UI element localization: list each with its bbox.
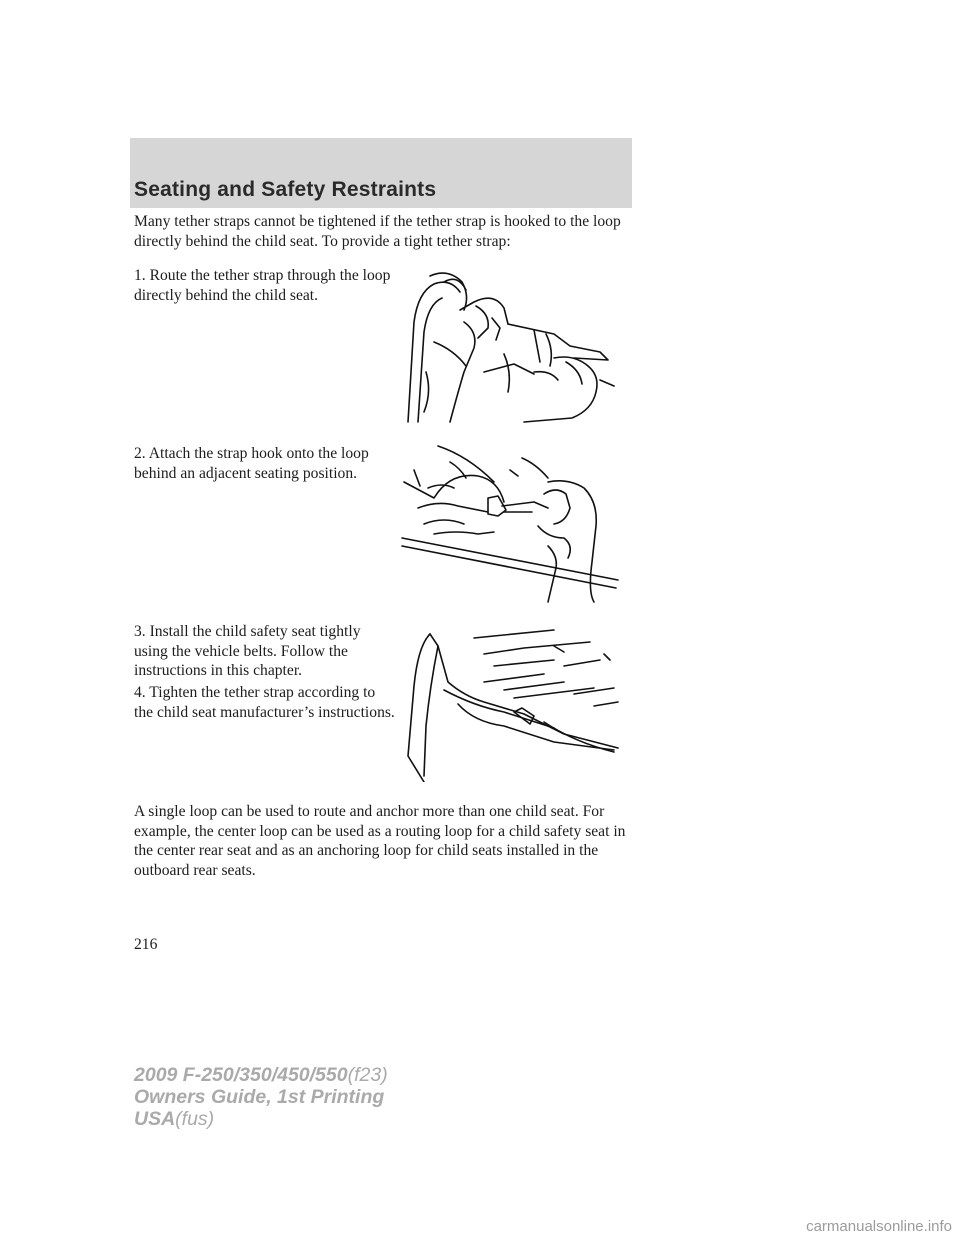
footer-market-code: (fus) xyxy=(175,1108,215,1130)
site-watermark: carmanualsonline.info xyxy=(806,1218,952,1235)
intro-paragraph: Many tether straps cannot be tightened if the tether strap is hooked to the loop directly behind the child seat. To provide a tight tether strap: xyxy=(134,213,621,250)
print-footer xyxy=(134,1064,388,1130)
footer-line-printing: Owners Guide, 1st Printing xyxy=(134,1086,385,1108)
step-4-text: 4. Tighten the tether strap according to the child seat manufacturer’s instructions. xyxy=(134,684,395,721)
closing-paragraph: A single loop can be used to route and anchor more than one child seat. For example, the center loop can be used as a routing loop for a child safety seat in the center rear seat and as an anchoring loop for child seats installed in the outboard rear seats. xyxy=(134,803,626,879)
step-3-text: 3. Install the child safety seat tightly using the vehicle belts. Follow the instructions in this chapter. xyxy=(134,623,361,679)
footer-model-code: (f23) xyxy=(347,1064,388,1086)
illustration-route-strap xyxy=(404,262,618,424)
illustration-tighten-strap xyxy=(404,626,624,782)
footer-line-market xyxy=(134,1108,388,1130)
illustration-attach-hook xyxy=(398,442,620,604)
step-2-text: 2. Attach the strap hook onto the loop behind an adjacent seating position. xyxy=(134,445,369,482)
step-1-text: 1. Route the tether strap through the loop directly behind the child seat. xyxy=(134,267,391,304)
page-number: 216 xyxy=(134,936,158,953)
footer-market: USA xyxy=(134,1108,176,1130)
footer-line-model xyxy=(134,1064,388,1086)
section-title: Seating and Safety Restraints xyxy=(134,178,437,201)
footer-model: 2009 F-250/350/450/550 xyxy=(134,1064,348,1086)
